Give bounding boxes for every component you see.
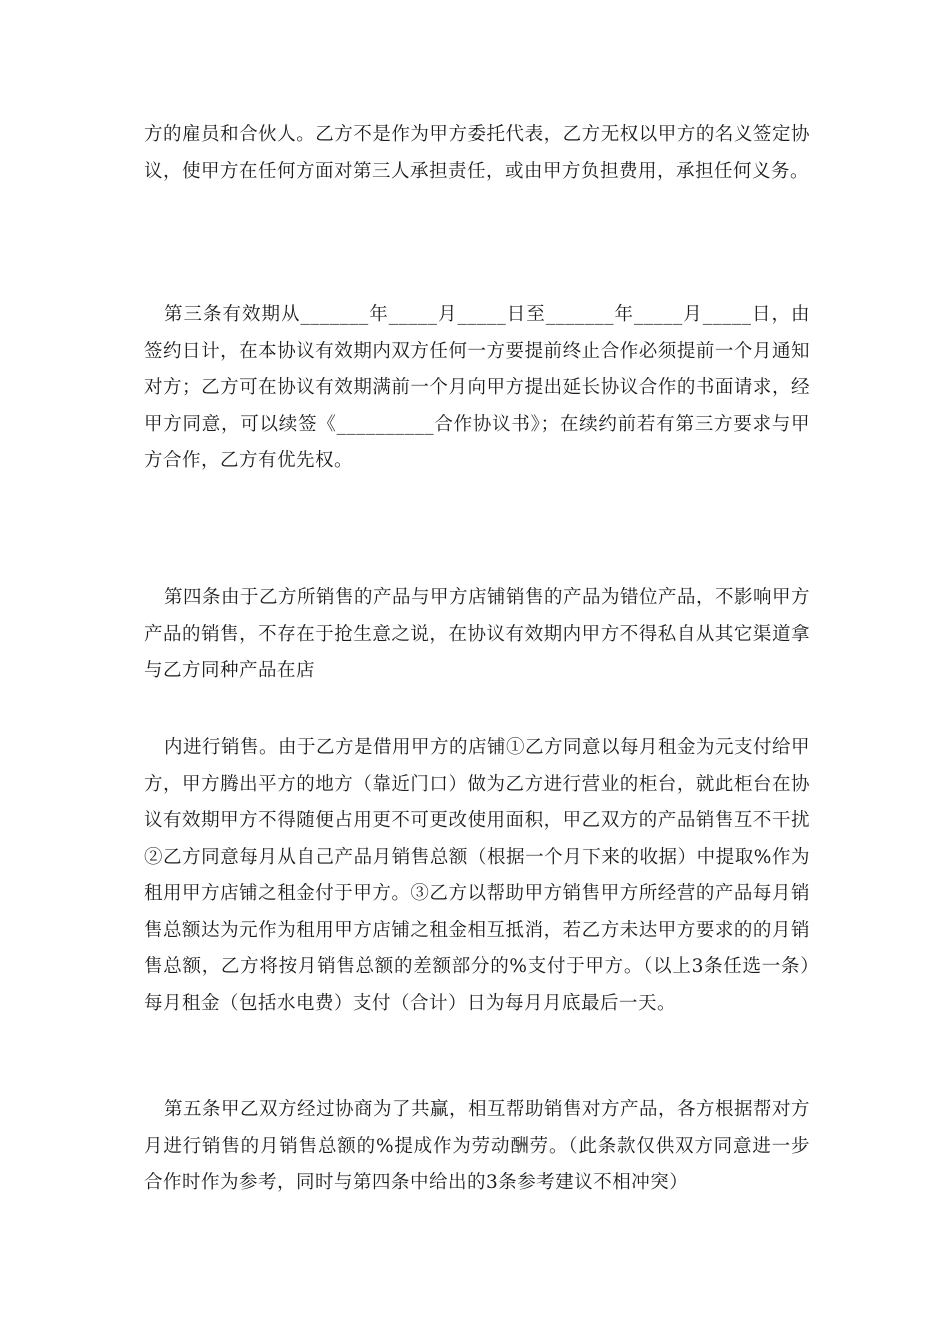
paragraph-article-4-products: 第四条由于乙方所销售的产品与甲方店铺销售的产品为错位产品，不影响甲方产品的销售，不存在于抢生意之说，在协议有效期内甲方不得私自从其它渠道拿与乙方同种产品在店 <box>144 587 811 681</box>
paragraph-article-3-validity: 第三条有效期从_______年_____月_____日至_______年_____月_____日，由签约日计，在本协议有效期内双方任何一方要提前终止合作必须提前一个月通知对方；乙方可在协议有效期满前一个月向甲方提出延长协议合作的书面请求，经甲方同意，可以续签《__________合作协议书》；在续约前若有第三方要求与甲方合作，乙方有优先权。 <box>144 304 810 471</box>
paragraph-employee-clause: 方的雇员和合伙人。乙方不是作为甲方委托代表，乙方无权以甲方的名义签定协议，使甲方在任何方面对第三人承担责任，或由甲方负担费用，承担任何义务。 <box>144 124 810 182</box>
paragraph-article-5-commission: 第五条甲乙双方经过协商为了共赢，相互帮助销售对方产品，各方根据帮对方月进行销售的月销售总额的%提成作为劳动酬劳。（此条款仅供双方同意进一步合作时作为参考，同时与第四条中给出的3条参考建议不相冲突） <box>144 1099 811 1193</box>
paragraph-article-4-rent: 内进行销售。由于乙方是借用甲方的店铺①乙方同意以每月租金为元支付给甲方，甲方腾出平方的地方（靠近门口）做为乙方进行营业的柜台，就此柜台在协议有效期甲方不得随便占用更不可更改使用面积，甲乙双方的产品销售互不干扰②乙方同意每月从自己产品月销售总额（根据一个月下来的收据）中提取%作为租用甲方店铺之租金付于甲方。③乙方以帮助甲方销售甲方所经营的产品每月销售总额达为元作为租用甲方店铺之租金相互抵消，若乙方未达甲方要求的的月销售总额，乙方将按月销售总额的差额部分的%支付于甲方。（以上3条任选一条）每月租金（包括水电费）支付（合计）日为每月月底最后一天。 <box>144 737 811 1014</box>
